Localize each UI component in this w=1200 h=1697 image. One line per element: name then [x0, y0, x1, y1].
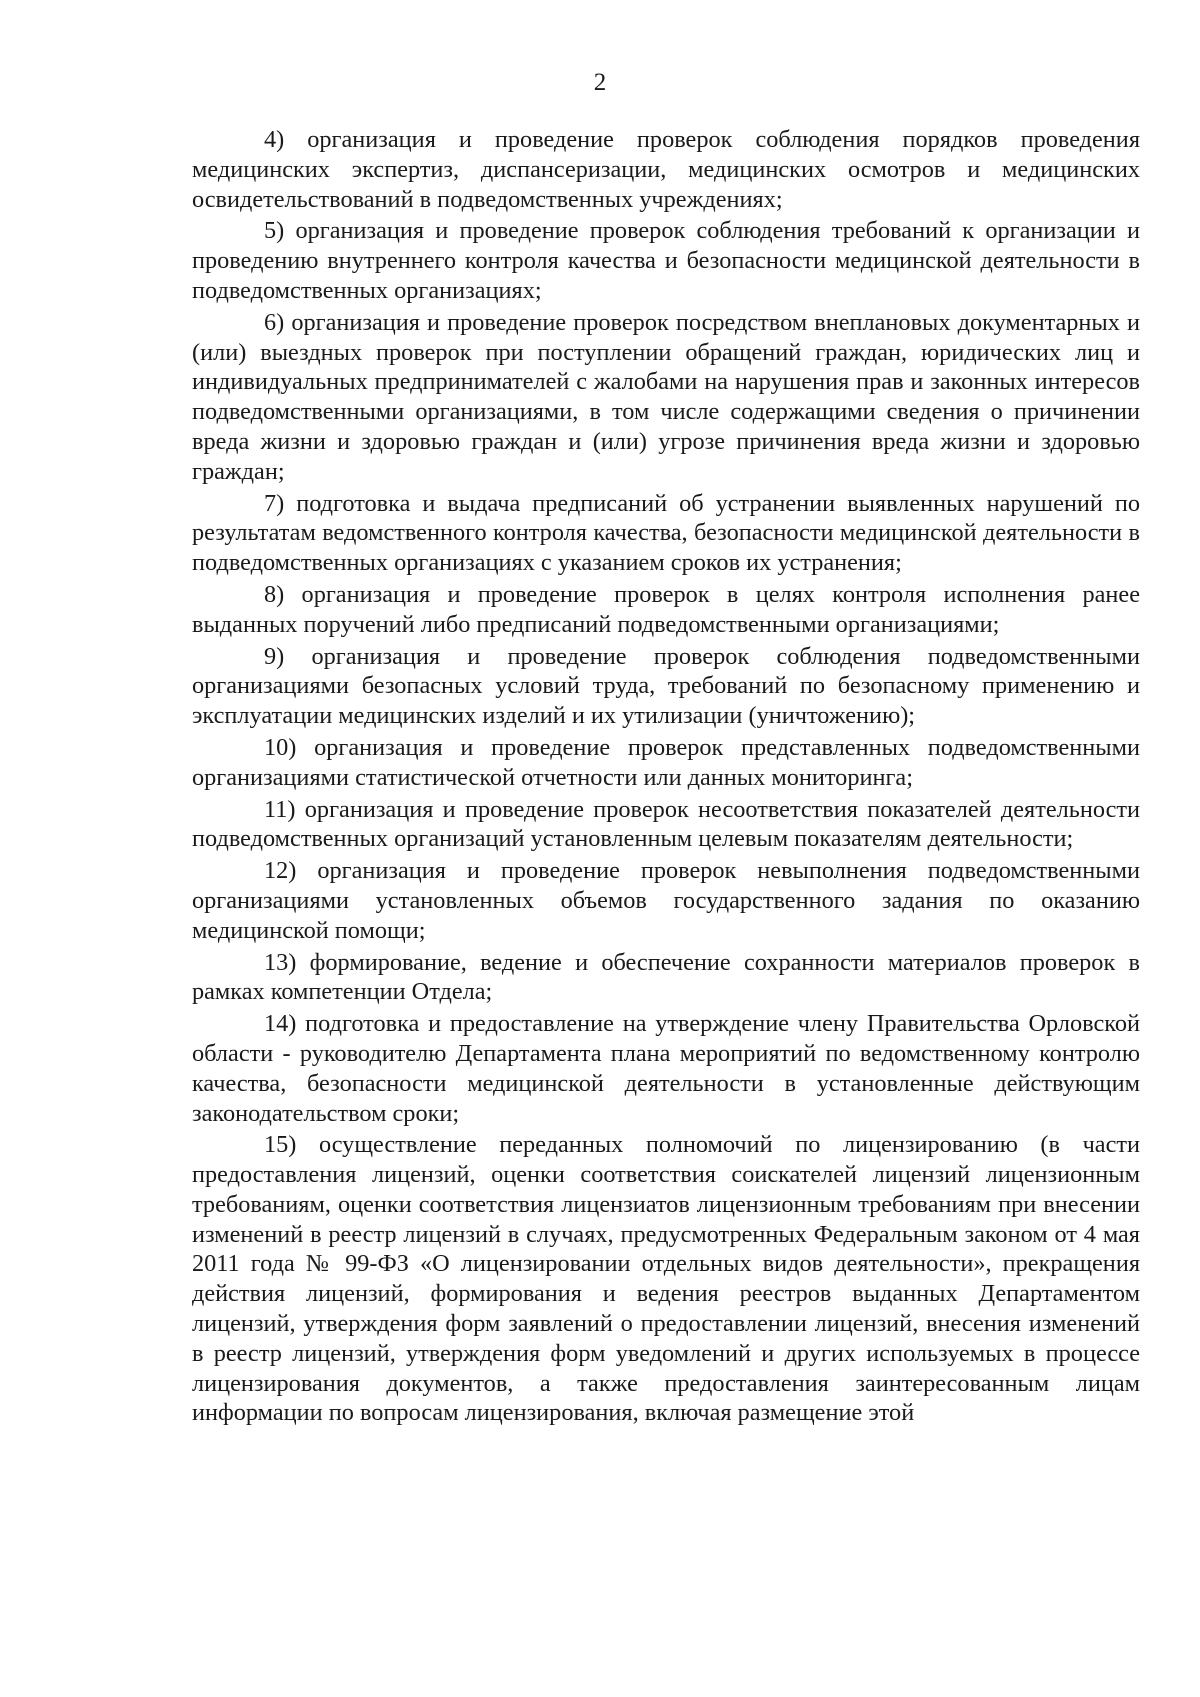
- paragraph-item-9: 9) организация и проведение проверок соблюдения подведомственными организациями безопасных условий труда, требований по безопасному применению и эксплуатации медицинских изделий и их утилизации (уничтожению);: [192, 642, 1140, 730]
- paragraph-item-7: 7) подготовка и выдача предписаний об устранении выявленных нарушений по результатам ведомственного контроля качества, безопасности медицинской деятельности в подведомственных организациях с указанием сроков их устранения;: [192, 489, 1140, 577]
- page-number: 2: [593, 69, 607, 96]
- paragraph-item-14: 14) подготовка и предоставление на утверждение члену Правительства Орловской области - руководителю Департамента плана мероприятий по ведомственному контролю качества, безопасности медицинской деятельности в установленные действующим законодательством сроки;: [192, 1010, 1140, 1127]
- document-body: [192, 125, 1140, 1430]
- paragraph-item-10: 10) организация и проведение проверок представленных подведомственными организациями статистической отчетности или данных мониторинга;: [192, 733, 1140, 791]
- paragraph-item-6: 6) организация и проведение проверок посредством внеплановых документарных и (или) выездных проверок при поступлении обращений граждан, юридических лиц и индивидуальных предпринимателей с жалобами на нарушения прав и законных интересов подведомственными организациями, в том числе содержащими сведения о причинении вреда жизни и здоровью граждан и (или) угрозе причинения вреда жизни и здоровью граждан;: [192, 308, 1140, 485]
- paragraph-item-4: 4) организация и проведение проверок соблюдения порядков проведения медицинских экспертиз, диспансеризации, медицинских осмотров и медицинских освидетельствований в подведомственных учреждениях;: [192, 126, 1140, 213]
- paragraph-item-13: 13) формирование, ведение и обеспечение сохранности материалов проверок в рамках компетенции Отдела;: [192, 948, 1140, 1006]
- paragraph-item-12: 12) организация и проведение проверок невыполнения подведомственными организациями установленных объемов государственного задания по оказанию медицинской помощи;: [192, 857, 1140, 944]
- paragraph-item-8: 8) организация и проведение проверок в целях контроля исполнения ранее выданных поручений либо предписаний подведомственными организациями;: [192, 580, 1140, 638]
- paragraph-item-5: 5) организация и проведение проверок соблюдения требований к организации и проведению внутреннего контроля качества и безопасности медицинской деятельности в подведомственных организациях;: [192, 217, 1140, 304]
- paragraph-item-15: 15) осуществление переданных полномочий по лицензированию (в части предоставления лицензий, оценки соответствия соискателей лицензий лицензионным требованиям, оценки соответствия лицензиатов лицензионным требованиям при внесении изменений в реестр лицензий в случаях, предусмотренных Федеральным законом от 4 мая 2011 года № 99-ФЗ «О лицензировании отдельных видов деятельности», прекращения действия лицензий, формирования и ведения реестров выданных Департаментом лицензий, утверждения форм заявлений о предоставлении лицензий, внесения изменений в реестр лицензий, утверждения форм уведомлений и других используемых в процессе лицензирования документов, а также предоставления заинтересованным лицам информации по вопросам лицензирования, включая размещение этой: [192, 1131, 1140, 1427]
- paragraph-item-11: 11) организация и проведение проверок несоответствия показателей деятельности подведомственных организаций установленным целевым показателям деятельности;: [192, 795, 1140, 853]
